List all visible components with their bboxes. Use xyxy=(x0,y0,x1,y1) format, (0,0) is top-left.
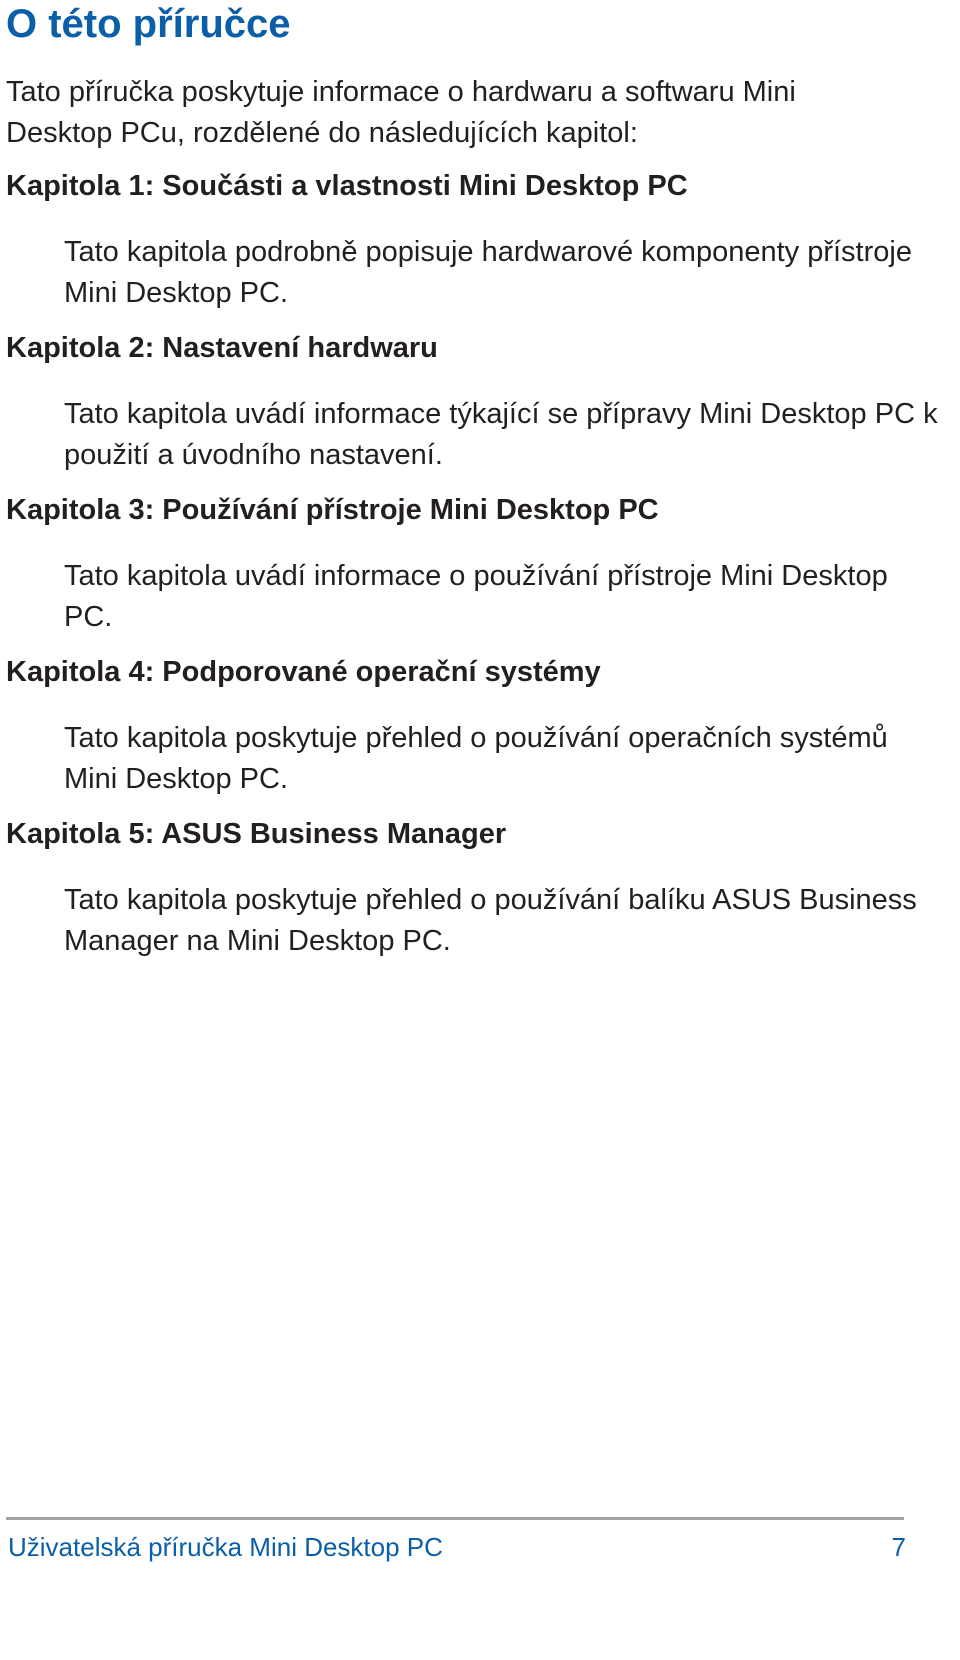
page-title: O této příručce xyxy=(6,2,291,46)
chapter-1-heading: Kapitola 1: Součásti a vlastnosti Mini Desktop PC xyxy=(6,170,688,202)
footer-page-number: 7 xyxy=(891,1532,906,1562)
chapter-3-heading: Kapitola 3: Používání přístroje Mini Desktop PC xyxy=(6,494,659,526)
chapter-4-description: Tato kapitola poskytuje přehled o používání operačních systémů Mini Desktop PC. xyxy=(64,722,888,795)
chapter-2-heading: Kapitola 2: Nastavení hardwaru xyxy=(6,332,438,364)
chapter-5-heading: Kapitola 5: ASUS Business Manager xyxy=(6,818,507,850)
chapter-4-heading: Kapitola 4: Podporované operační systémy xyxy=(6,656,601,688)
chapter-5-description: Tato kapitola poskytuje přehled o používání balíku ASUS Business Manager na Mini Desktop PC. xyxy=(64,884,917,957)
chapter-3-description: Tato kapitola uvádí informace o používání přístroje Mini Desktop PC. xyxy=(64,560,888,633)
footer-manual-title: Uživatelská příručka Mini Desktop PC xyxy=(8,1532,443,1562)
chapter-1-description: Tato kapitola podrobně popisuje hardwarové komponenty přístroje Mini Desktop PC. xyxy=(64,236,912,309)
chapter-2-description: Tato kapitola uvádí informace týkající se přípravy Mini Desktop PC k použití a úvodního nastavení. xyxy=(64,398,938,471)
intro-paragraph: Tato příručka poskytuje informace o hardwaru a softwaru Mini Desktop PCu, rozdělené do následujících kapitol: xyxy=(6,76,796,149)
footer-divider xyxy=(6,1517,904,1520)
